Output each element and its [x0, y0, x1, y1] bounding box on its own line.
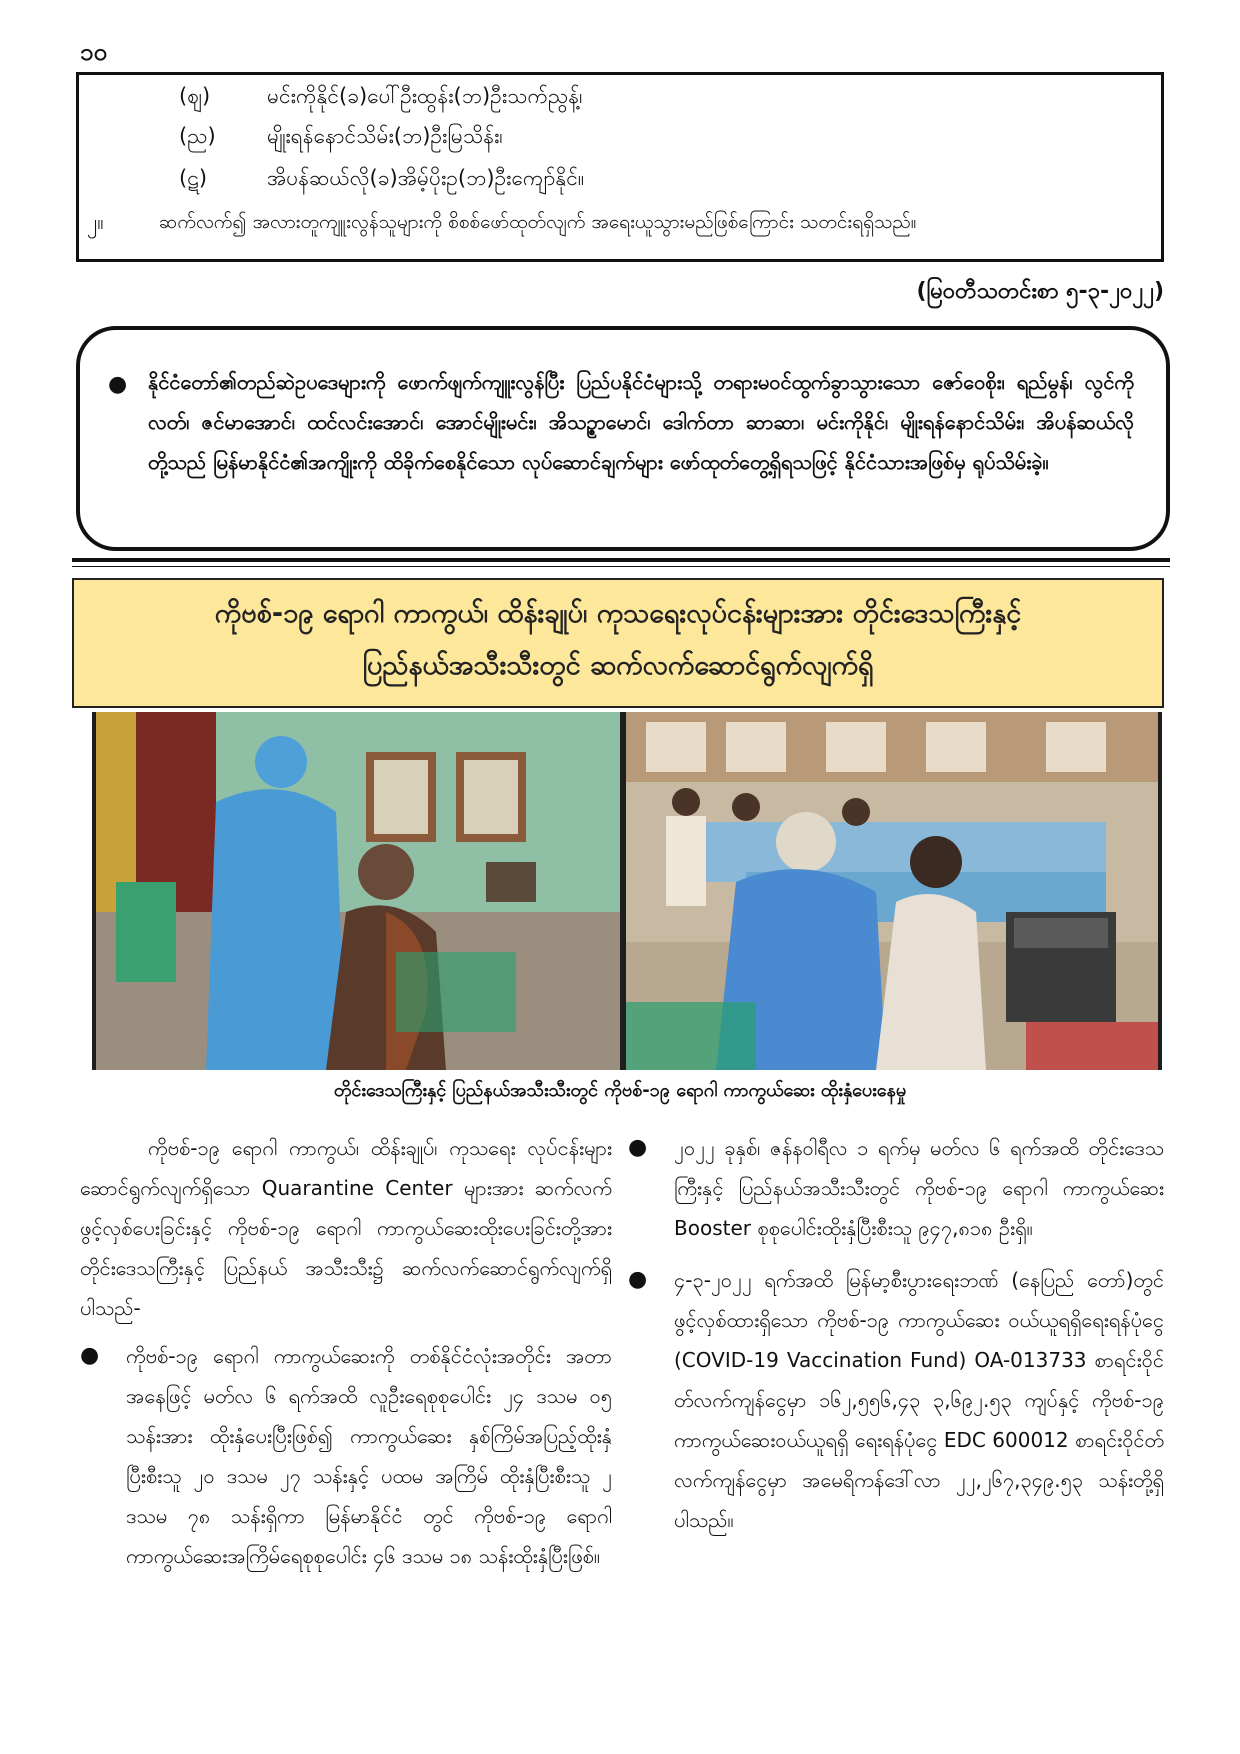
list-item-number: (ည) [179, 124, 216, 148]
list-item [628, 1128, 1164, 1248]
page-number: ၁၀ [80, 38, 107, 66]
bullet-icon: ● [80, 1343, 100, 1368]
paragraph-number: ၂။ [87, 210, 104, 234]
summary-text: နိုင်ငံတော်၏တည်ဆဲဥပဒေများကို ဖောက်ဖျက်ကျူးလွန်ပြီး ပြည်ပနိုင်ငံများသို့ တရားမဝင်ထွက်ခွာသွားသော ဇော်ဝေစိုး၊ ရည်မွန်၊ လွင်ကိုလတ်၊ ဇင်မာအောင်၊ ထင်လင်းအောင်၊ အောင်မျိုးမင်း၊ အိသဉ္စာမောင်၊ ဒေါက်တာ ဆာဆာ၊ မင်းကိုနိုင်၊ မျိုးရန်နောင်သိမ်း၊ အိပန်ဆယ်လိုတို့သည် မြန်မာနိုင်ငံ၏အကျိုးကို ထိခိုက်စေနိုင်သော လုပ်ဆောင်ချက်များ ဖော်ထုတ်တွေ့ရှိရသဖြင့် နိုင်ငံသားအဖြစ်မှ ရုပ်သိမ်းခဲ့။ [148, 370, 1134, 474]
source-citation: (မြဝတီသတင်းစာ ၅-၃-၂၀၂၂) [916, 279, 1164, 304]
bullet-icon: ● [628, 1135, 648, 1160]
list-item-number: (ဋ) [179, 166, 208, 190]
list-item-number: (ဈ) [179, 84, 211, 108]
photo-strip [92, 712, 1162, 1070]
paragraph-text: ဆက်လက်၍ အလားတူကျူးလွန်သူများကို စိစစ်ဖော်ထုတ်လျက် အရေးယူသွားမည်ဖြစ်ကြောင်း သတင်းရရှိသည်။ [159, 211, 917, 233]
left-column [80, 1128, 612, 1576]
bullet-text: ၄-၃-၂၀၂၂ ရက်အထိ မြန်မာ့စီးပွားရေးဘဏ် (နေပြည် တော်)တွင် ဖွင့်လှစ်ထားရှိသော ကိုဗစ်-၁၉ ကာကွယ်ဆေး ဝယ်ယူရရှိရေးရန်ပုံငွေ (COVID-19 Vaccination Fund) OA-013733 စာရင်းဝိုင်တ်လက်ကျန်ငွေမှာ ၁၆၂,၅၅၆,၄၃ ၃,၆၉၂.၅၃ ကျပ်နှင့် ကိုဗစ်-၁၉ ကာကွယ်ဆေးဝယ်ယူရရှိ ရေးရန်ပုံငွေ EDC 600012 စာရင်းဝိုင်တ်လက်ကျန်ငွေမှာ အမေရိကန်ဒေါ်လာ ၂၂,၂၆၇,၃၄၉.၅၃ သန်းတို့ရှိပါသည်။ [674, 1268, 1164, 1532]
bullet-text: ၂၀၂၂ ခုနှစ်၊ ဇန်နဝါရီလ ၁ ရက်မှ မတ်လ ၆ ရက်အထိ တိုင်းဒေသကြီးနှင့် ပြည်နယ်အသီးသီးတွင် ကိုဗစ်-၁၉ ရောဂါ ကာကွယ်ဆေး Booster စုစုပေါင်းထိုးနှံပြီးစီးသူ ၉၄၇,၈၁၈ ဦးရှိ။ [674, 1136, 1164, 1240]
photo-caption: တိုင်းဒေသကြီးနှင့် ပြည်နယ်အသီးသီးတွင် ကိုဗစ်-၁၉ ရောဂါ ကာကွယ်ဆေး ထိုးနှံပေးနေမှု [333, 1080, 907, 1101]
intro-paragraph: ကိုဗစ်-၁၉ ရောဂါ ကာကွယ်၊ ထိန်းချုပ်၊ ကုသရေး လုပ်ငန်းများ ဆောင်ရွက်လျက်ရှိသော Quarantine Center များအား ဆက်လက်ဖွင့်လှစ်ပေးခြင်းနှင့် ကိုဗစ်-၁၉ ရောဂါ ကာကွယ်ဆေးထိုးပေးခြင်းတို့အား တိုင်းဒေသကြီးနှင့် ပြည်နယ် အသီးသီး၌ ဆက်လက်ဆောင်ရွက်လျက်ရှိပါသည်- [80, 1136, 612, 1320]
headline-line-2: ပြည်နယ်အသီးသီးတွင် ဆက်လက်ဆောင်ရွက်လျက်ရှိ [362, 650, 874, 681]
list-item [628, 1260, 1164, 1540]
list-item [80, 1336, 612, 1576]
headline-box [72, 578, 1164, 708]
bullet-text: ကိုဗစ်-၁၉ ရောဂါ ကာကွယ်ဆေးကို တစ်နိုင်ငံလုံးအတိုင်း အတာအနေဖြင့် မတ်လ ၆ ရက်အထိ လူဦးရေစုစုပေါင်း ၂၄ ဒသမ ၀၅ သန်းအား ထိုးနှံပေးပြီးဖြစ်၍ ကာကွယ်ဆေး နှစ်ကြိမ်အပြည့်ထိုးနှံပြီးစီးသူ ၂၀ ဒသမ ၂၇ သန်းနှင့် ပထမ အကြိမ် ထိုးနှံပြီးစီးသူ ၂ ဒသမ ၇၈ သန်းရှိကာ မြန်မာနိုင်ငံ တွင် ကိုဗစ်-၁၉ ရောဂါ ကာကွယ်ဆေးအကြိမ်ရေစုစုပေါင်း ၄၆ ဒသမ ၁၈ သန်းထိုးနှံပြီးဖြစ်။ [126, 1344, 612, 1568]
headline-line-1: ကိုဗစ်-၁၉ ရောဂါ ကာကွယ်၊ ထိန်းချုပ်၊ ကုသရေးလုပ်ငန်းများအား တိုင်းဒေသကြီးနှင့် [214, 598, 1022, 629]
summary-box [76, 326, 1170, 551]
bullet-icon: ● [108, 372, 128, 397]
list-item-text: အိပန်ဆယ်လို(ခ)အိမ့်ပိုးဥ(ဘ)ဦးကျော်နိုင်။ [267, 166, 585, 190]
name-list-box [76, 72, 1164, 262]
vaccination-photo-2 [626, 712, 1158, 1070]
divider [72, 558, 1170, 562]
divider [72, 566, 1170, 567]
right-column [628, 1128, 1164, 1540]
list-item-text: မျိုးရန်နောင်သိမ်း(ဘ)ဦးမြသိန်း၊ [267, 124, 503, 148]
list-item-text: မင်းကိုနိုင်(ခ)ပေါ်ဦးထွန်း(ဘ)ဦးသက်ညွန့်၊ [267, 84, 583, 108]
vaccination-photo-1 [96, 712, 620, 1070]
bullet-icon: ● [628, 1267, 648, 1292]
